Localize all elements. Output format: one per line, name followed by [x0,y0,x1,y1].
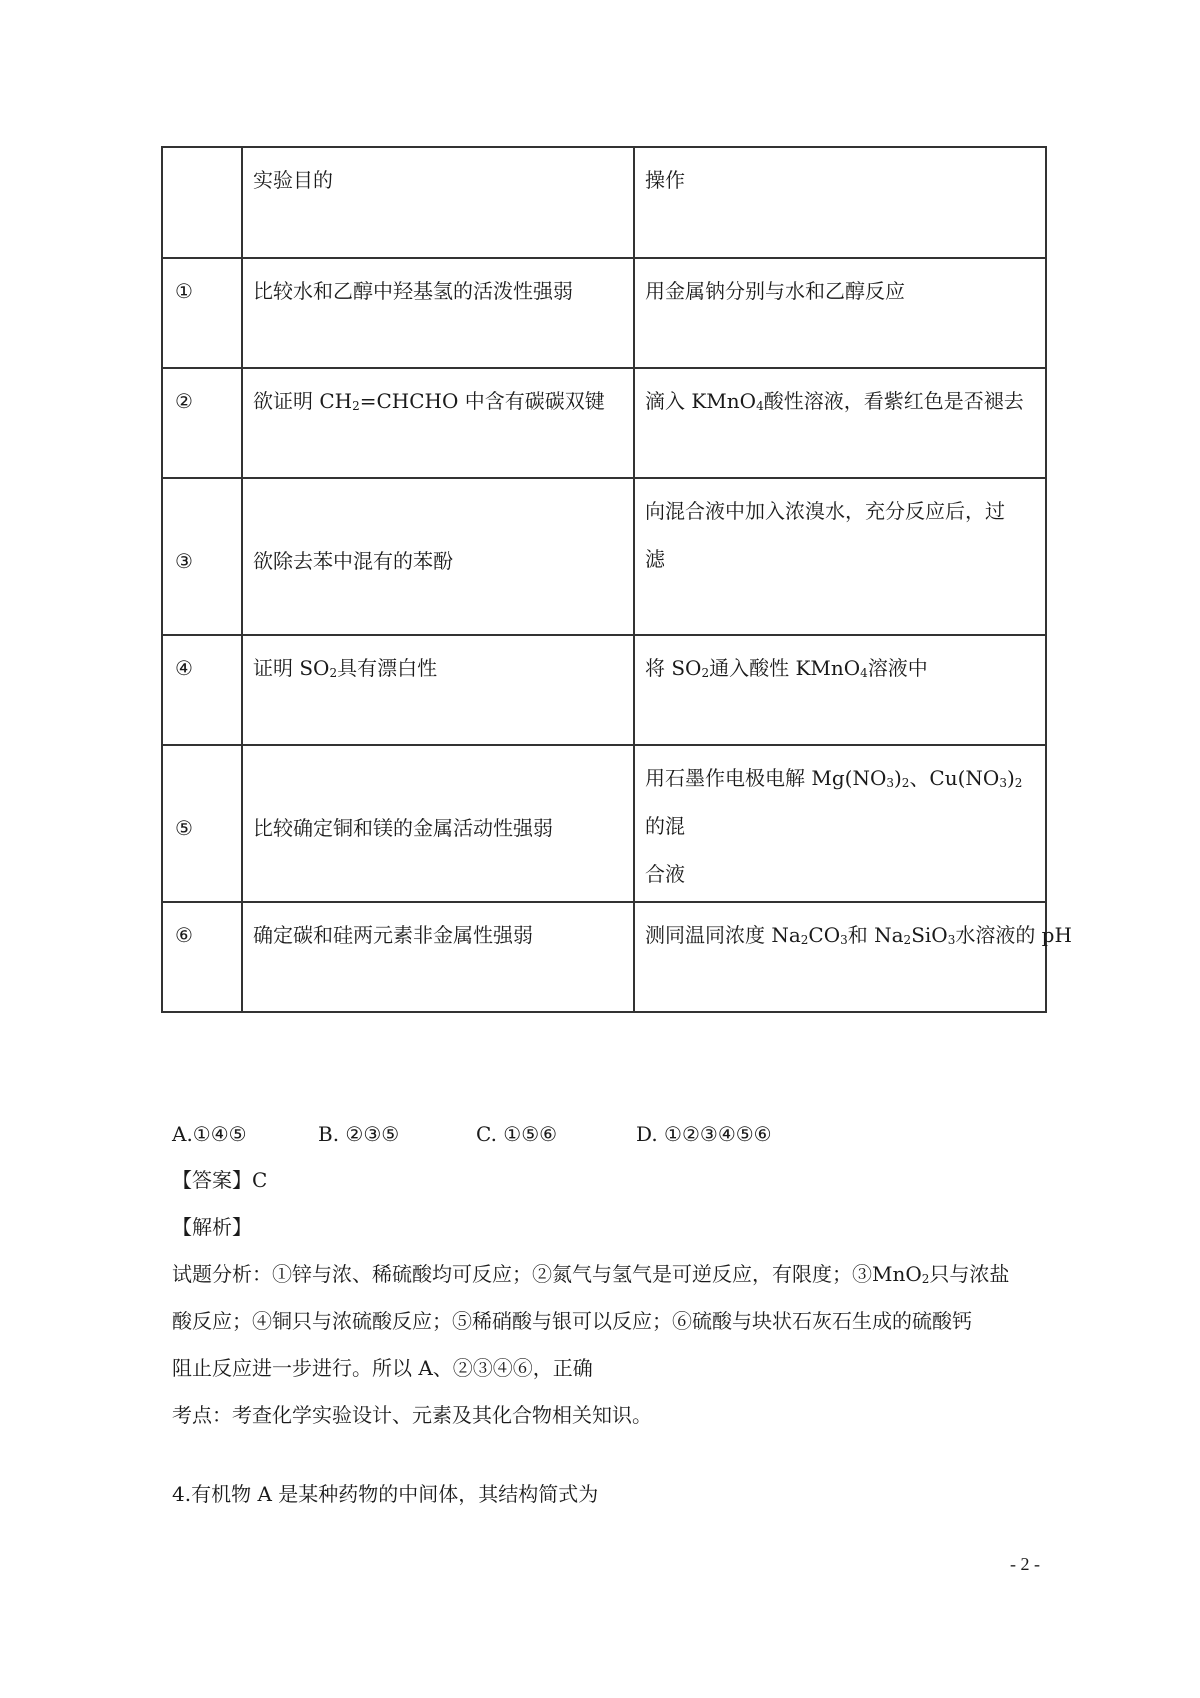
row-purpose: 欲证明 $CH_2=CHCHO$ 中含有碳碳双键 [242,368,634,478]
header-cell-purpose: 实验目的 [242,147,634,258]
row-purpose: 确定碳和硅两元素非金属性强弱 [242,902,634,1012]
table-row [162,902,1046,1012]
row-operation: 用金属钠分别与水和乙醇反应 [634,258,1046,368]
table-row [162,258,1046,368]
page-number: - 2 - [1010,1554,1040,1574]
experiment-table [161,146,1072,1013]
table-row [162,635,1046,745]
row-operation: 用石墨作电极电解 $Mg(NO_3)_2$、$Cu(NO_3)_2$的混 合液 [634,745,1046,902]
row-index: ⑥ [162,902,242,1012]
header-cell-index [162,147,242,258]
answer-line: 【答案】C [172,1168,268,1192]
option-c: C. ①⑤⑥ [476,1122,558,1146]
question-4: 4.有机物 A 是某种药物的中间体，其结构简式为 [172,1482,599,1506]
row-operation: 将 $SO_2$通入酸性 KMnO$_4$溶液中 [634,635,1046,745]
analysis-line-3: 阻止反应进一步进行。所以 A、②③④⑥，正确 [172,1356,593,1380]
table-row [162,368,1046,478]
row-purpose: 比较确定铜和镁的金属活动性强弱 [242,745,634,902]
kaodian-line: 考点：考查化学实验设计、元素及其化合物相关知识。 [172,1403,652,1427]
table-row [162,745,1046,902]
analysis-line-1: 试题分析：①锌与浓、稀硫酸均可反应；②氮气与氢气是可逆反应，有限度；③MnO$_2$只与浓盐 [172,1262,1010,1286]
row-operation: 测同温同浓度 $Na_2CO_3$和 $Na_2SiO_3$水溶液的 pH [634,902,1046,1012]
row-index: ③ [162,478,242,635]
answer-options [172,1120,772,1148]
row-purpose: 比较水和乙醇中羟基氢的活泼性强弱 [242,258,634,368]
row-operation: 滴入 KMnO$_4$酸性溶液，看紫红色是否褪去 [634,368,1046,478]
table-row [162,478,1046,635]
row-purpose: 欲除去苯中混有的苯酚 [242,478,634,635]
option-a: A.①④⑤ [172,1122,247,1146]
row-index: ① [162,258,242,368]
row-purpose: 证明 $SO_2$具有漂白性 [242,635,634,745]
option-d: D. ①②③④⑤⑥ [636,1122,772,1146]
header-cell-operation: 操作 [634,147,1046,258]
row-index: ② [162,368,242,478]
table-header-row [162,147,1046,258]
option-b: B. ②③⑤ [318,1122,400,1146]
row-operation: 向混合液中加入浓溴水，充分反应后，过 滤 [634,478,1046,635]
row-index: ④ [162,635,242,745]
analysis-title: 【解析】 [172,1215,252,1239]
row-index: ⑤ [162,745,242,902]
analysis-line-2: 酸反应；④铜只与浓硫酸反应；⑤稀硝酸与银可以反应；⑥硫酸与块状石灰石生成的硫酸钙 [172,1309,972,1333]
